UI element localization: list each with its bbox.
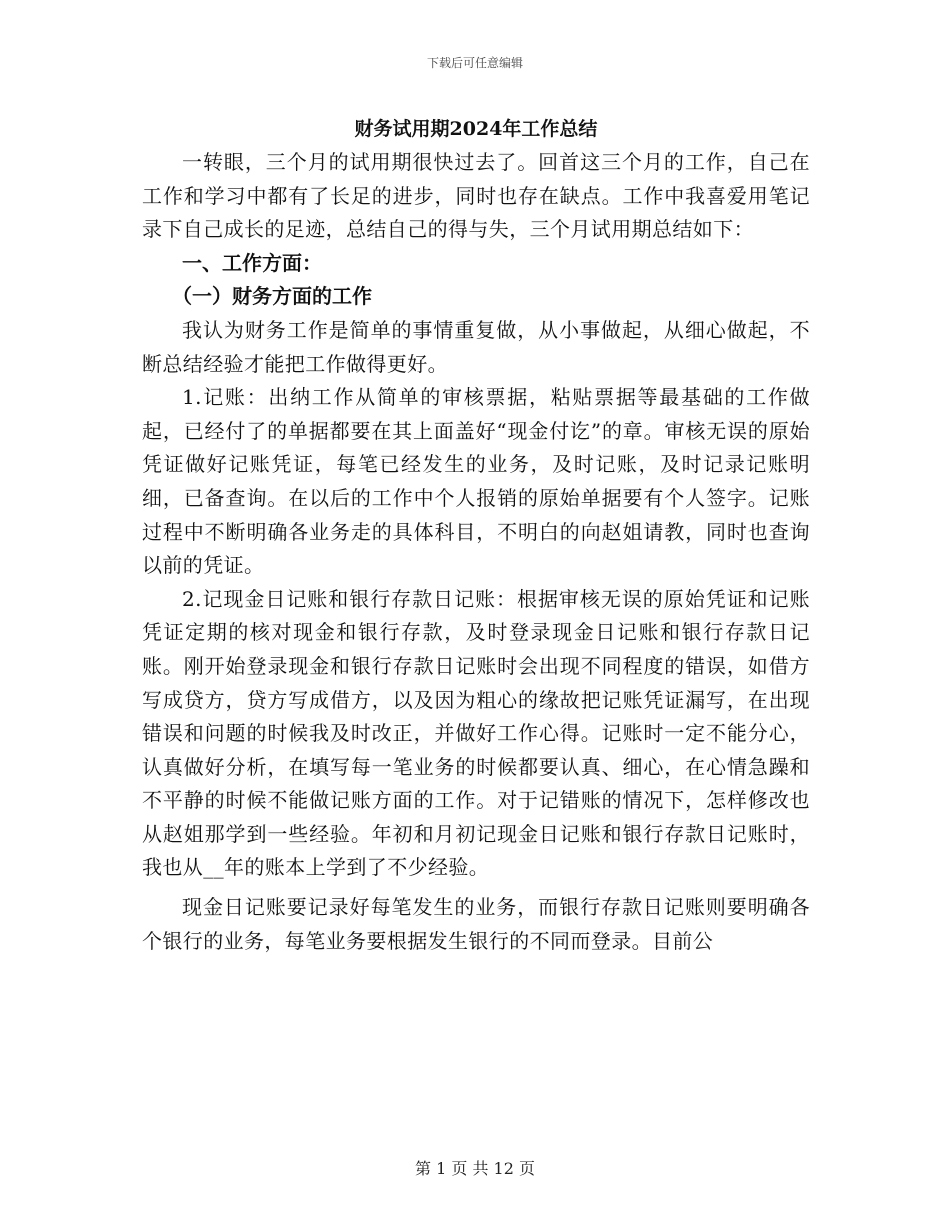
- document-title: 财务试用期2024年工作总结: [354, 118, 598, 140]
- paragraph-intro: 一转眼，三个月的试用期很快过去了。回首这三个月的工作，自己在工作和学习中都有了长足的进步，同时也存在缺点。工作中我喜爱用笔记录下自己成长的足迹，总结自己的得与失，三个月试用期总结如下：: [142, 150, 810, 242]
- paragraph-finance-intro: 我认为财务工作是简单的事情重复做，从小事做起，从细心做起，不断总结经验才能把工作做得更好。: [142, 317, 810, 376]
- paragraph-cash-journal: 2.记现金日记账和银行存款日记账：根据审核无误的原始凭证和记账凭证定期的核对现金和银行存款，及时登录现金日记账和银行存款日记账。刚开始登录现金和银行存款日记账时会出现不同程度的错误，如借方写成贷方，贷方写成借方，以及因为粗心的缘故把记账凭证漏写，在出现错误和问题的时候我及时改正，并做好工作心得。记账时一定不能分心，认真做好分析，在填写每一笔业务的时候都要认真、细心，在心情急躁和不平静的时候不能做记账方面的工作。对于记错账的情况下，怎样修改也从赵姐那学到一些经验。年初和月初记现金日记账和银行存款日记账时，我也从__年的账本上学到了不少经验。: [142, 586, 810, 880]
- paragraph-bookkeeping: 1.记账：出纳工作从简单的审核票据，粘贴票据等最基础的工作做起，已经付了的单据都要在其上面盖好“现金付讫”的章。审核无误的原始凭证做好记账凭证，每笔已经发生的业务，及时记账，及时记录记账明细，已备查询。在以后的工作中个人报销的原始单据要有个人签字。记账过程中不断明确各业务走的具体科目，不明白的向赵姐请教，同时也查询以前的凭证。: [142, 385, 810, 578]
- page-header-note: 下载后可任意编辑: [426, 56, 523, 70]
- section-heading-work: 一、工作方面：: [182, 250, 322, 275]
- document-body: [142, 112, 810, 958]
- subsection-heading-finance: （一）财务方面的工作: [172, 284, 372, 309]
- paragraph-journal-details: 现金日记账要记录好每笔发生的业务，而银行存款日记账则要明确各个银行的业务，每笔业务要根据发生银行的不同而登录。目前公: [142, 895, 810, 953]
- page-number-footer: 第 1 页 共 12 页: [415, 1159, 535, 1178]
